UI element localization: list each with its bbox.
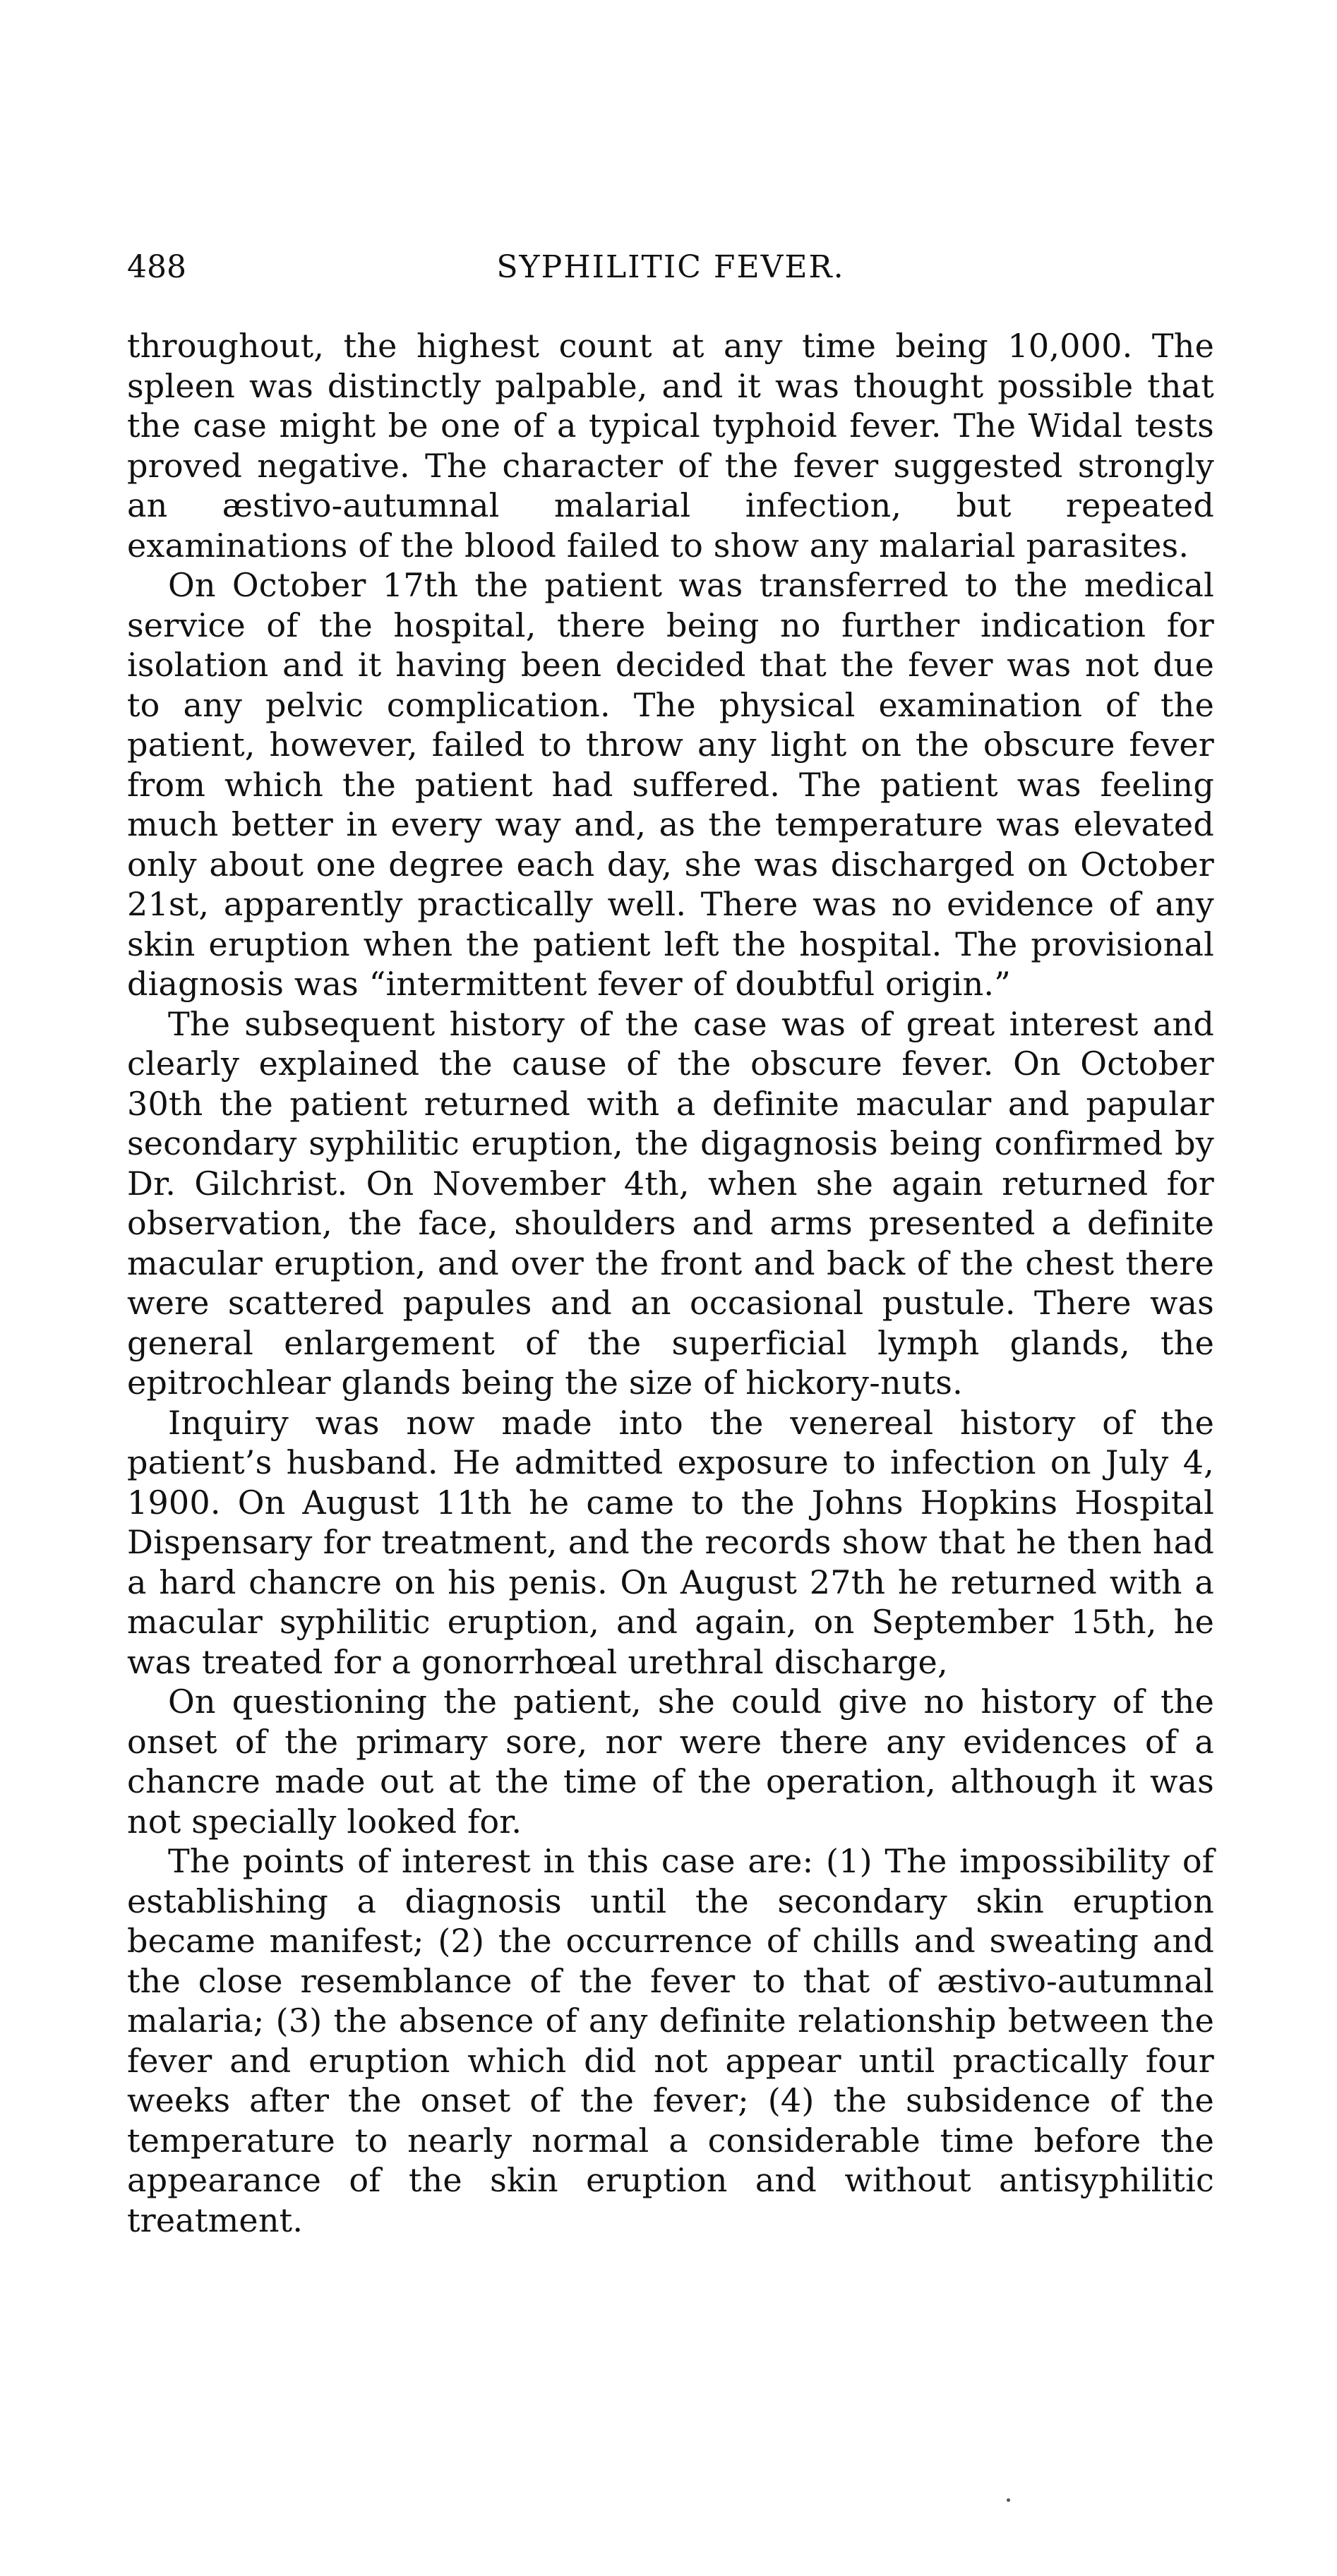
paragraph-points-of-interest: The points of interest in this case are: (1) The impossibility of establishing a diagnosis until the secondary skin eruption became manifest; (2) the occurrence of chills and sweating and the close resemblance of the fever to that of æstivo-autumnal malaria; (3) the absence of any definite relationship between the fever and eruption which did not appear until practically four weeks after the onset of the fever; (4) the subsidence of the temperature to nearly normal a considerable time before the appearance of the skin eruption and without antisyphilitic treatment. bbox=[127, 1842, 1214, 2239]
paragraph-husband-history: Inquiry was now made into the venereal history of the patient’s husband. He admitted exposure to infection on July 4, 1900. On August 11th he came to the Johns Hopkins Hospital Dispensary for treatment, and the records show that he then had a hard chancre on his penis. On August 27th he returned with a macular syphilitic eruption, and again, on September 15th, he was treated for a gonorrhœal urethral discharge, bbox=[127, 1403, 1214, 1681]
running-title: SYPHILITIC FEVER. bbox=[496, 249, 845, 285]
page-number: 488 bbox=[127, 249, 186, 285]
running-head bbox=[127, 243, 1214, 292]
body-text bbox=[127, 326, 1214, 2240]
paragraph-subsequent-history: The subsequent history of the case was of great interest and clearly explained the cause of the obscure fever. On October 30th the patient returned with a definite macular and papular secondary syphilitic eruption, the digagnosis being confirmed by Dr. Gilchrist. On November 4th, when she again returned for observation, the face, shoulders and arms presented a definite macular eruption, and over the front and back of the chest there were scattered papules and an occasional pustule. There was general enlargement of the superficial lymph glands, the epitrochlear glands being the size of hickory-nuts. bbox=[127, 1004, 1214, 1402]
paragraph-transfer-to-medical-service: On October 17th the patient was transferred to the medical service of the hospital, there being no further indication for isolation and it having been decided that the fever was not due to any pelvic complication. The physical examination of the patient, however, failed to throw any light on the obscure fever from which the patient had suffered. The patient was feeling much better in every way and, as the temperature was elevated only about one degree each day, she was discharged on October 21st, apparently practically well. There was no evidence of any skin eruption when the patient left the hospital. The provisional diagnosis was “intermittent fever of doubtful origin.” bbox=[127, 566, 1214, 1003]
paragraph-continuation: throughout, the highest count at any time being 10,000. The spleen was distinctly palpable, and it was thought possible that the case might be one of a typical typhoid fever. The Widal tests proved negative. The character of the fever suggested strongly an æstivo-autumnal malarial infection, but repeated examinations of the blood failed to show any malarial parasites. bbox=[127, 327, 1214, 565]
print-speck bbox=[1007, 2498, 1010, 2502]
paragraph-questioning-patient: On questioning the patient, she could give no history of the onset of the primary sore, nor were there any evidences of a chancre made out at the time of the operation, although it was not specially looked for. bbox=[127, 1683, 1214, 1841]
